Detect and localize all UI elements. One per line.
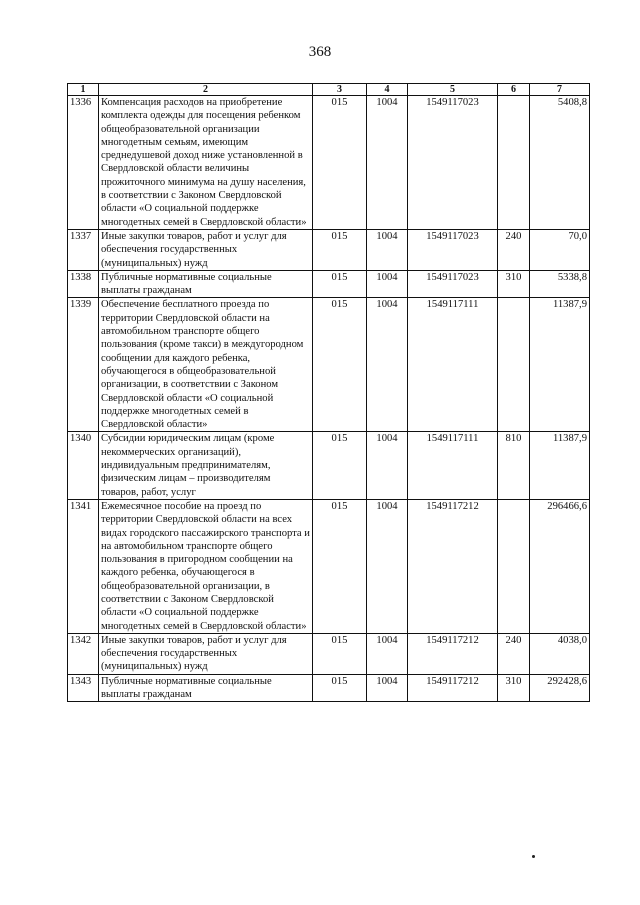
row-admin-code: 015 [313,229,367,270]
row-name: Публичные нормативные социальные выплаты гражданам [99,270,313,298]
row-name: Субсидии юридическим лицам (кроме некоммерческих организаций), индивидуальным предпринимателям, физическим лицам – производителям товаров, работ, услуг [99,432,313,499]
row-section-code: 1004 [367,96,408,230]
row-amount: 4038,0 [530,633,590,674]
table-header-row [68,84,590,96]
row-target-code: 1549117111 [408,432,498,499]
row-section-code: 1004 [367,229,408,270]
row-admin-code: 015 [313,633,367,674]
row-section-code: 1004 [367,633,408,674]
row-amount: 70,0 [530,229,590,270]
row-section-code: 1004 [367,499,408,633]
row-number: 1336 [68,96,99,230]
header-col-5: 5 [408,84,498,96]
row-admin-code: 015 [313,298,367,432]
row-number: 1341 [68,499,99,633]
row-amount: 292428,6 [530,674,590,702]
row-target-code: 1549117023 [408,270,498,298]
table-row [68,229,590,270]
table-row [68,499,590,633]
row-expense-type: 310 [498,270,530,298]
row-target-code: 1549117212 [408,633,498,674]
row-section-code: 1004 [367,432,408,499]
row-section-code: 1004 [367,674,408,702]
row-number: 1342 [68,633,99,674]
row-name: Иные закупки товаров, работ и услуг для обеспечения государственных (муниципальных) нужд [99,229,313,270]
row-admin-code: 015 [313,270,367,298]
header-col-1: 1 [68,84,99,96]
row-name: Ежемесячное пособие на проезд по территории Свердловской области на всех видах городского пассажирского транспорта и на автомобильном транспорте общего пользования в пригородном сообщении на каждого ребенка, обучающегося в общеобразовательной организации, в соответствии с Законом Свердловской области «О социальной поддержке многодетных семей в Свердловской области» [99,499,313,633]
row-target-code: 1549117023 [408,96,498,230]
table-row [68,633,590,674]
row-section-code: 1004 [367,270,408,298]
header-col-7: 7 [530,84,590,96]
row-name: Иные закупки товаров, работ и услуг для обеспечения государственных (муниципальных) нужд [99,633,313,674]
table-row [68,674,590,702]
header-col-3: 3 [313,84,367,96]
row-expense-type: 240 [498,229,530,270]
table-row [68,298,590,432]
row-amount: 11387,9 [530,298,590,432]
row-name: Обеспечение бесплатного проезда по территории Свердловской области на автомобильном транспорте общего пользования (кроме такси) в междугородном сообщении для каждого ребенка, обучающегося в общеобразовательной организации, в соответствии с Законом Свердловской области «О социальной поддержке многодетных семей в Свердловской области» [99,298,313,432]
row-expense-type: 310 [498,674,530,702]
row-target-code: 1549117111 [408,298,498,432]
row-name: Публичные нормативные социальные выплаты гражданам [99,674,313,702]
row-target-code: 1549117212 [408,674,498,702]
row-number: 1339 [68,298,99,432]
row-amount: 11387,9 [530,432,590,499]
row-number: 1337 [68,229,99,270]
row-expense-type [498,96,530,230]
row-admin-code: 015 [313,96,367,230]
row-expense-type: 240 [498,633,530,674]
budget-table [67,83,590,702]
row-expense-type: 810 [498,432,530,499]
row-target-code: 1549117212 [408,499,498,633]
row-expense-type [498,499,530,633]
header-col-2: 2 [99,84,313,96]
row-number: 1340 [68,432,99,499]
header-col-6: 6 [498,84,530,96]
row-amount: 296466,6 [530,499,590,633]
page-number: 368 [308,44,332,60]
table-row [68,270,590,298]
row-section-code: 1004 [367,298,408,432]
row-amount: 5338,8 [530,270,590,298]
table-row [68,432,590,499]
scan-speck [532,855,535,858]
row-amount: 5408,8 [530,96,590,230]
row-expense-type [498,298,530,432]
table-row [68,96,590,230]
row-target-code: 1549117023 [408,229,498,270]
header-col-4: 4 [367,84,408,96]
row-admin-code: 015 [313,499,367,633]
row-number: 1343 [68,674,99,702]
row-number: 1338 [68,270,99,298]
row-admin-code: 015 [313,674,367,702]
row-admin-code: 015 [313,432,367,499]
row-name: Компенсация расходов на приобретение комплекта одежды для посещения ребенком общеобразовательной организации многодетным семьям, имеющим среднедушевой доход ниже установленной в Свердловской области величины прожиточного минимума на душу населения, в соответствии с Законом Свердловской области «О социальной поддержке многодетных семей в Свердловской области» [99,96,313,230]
